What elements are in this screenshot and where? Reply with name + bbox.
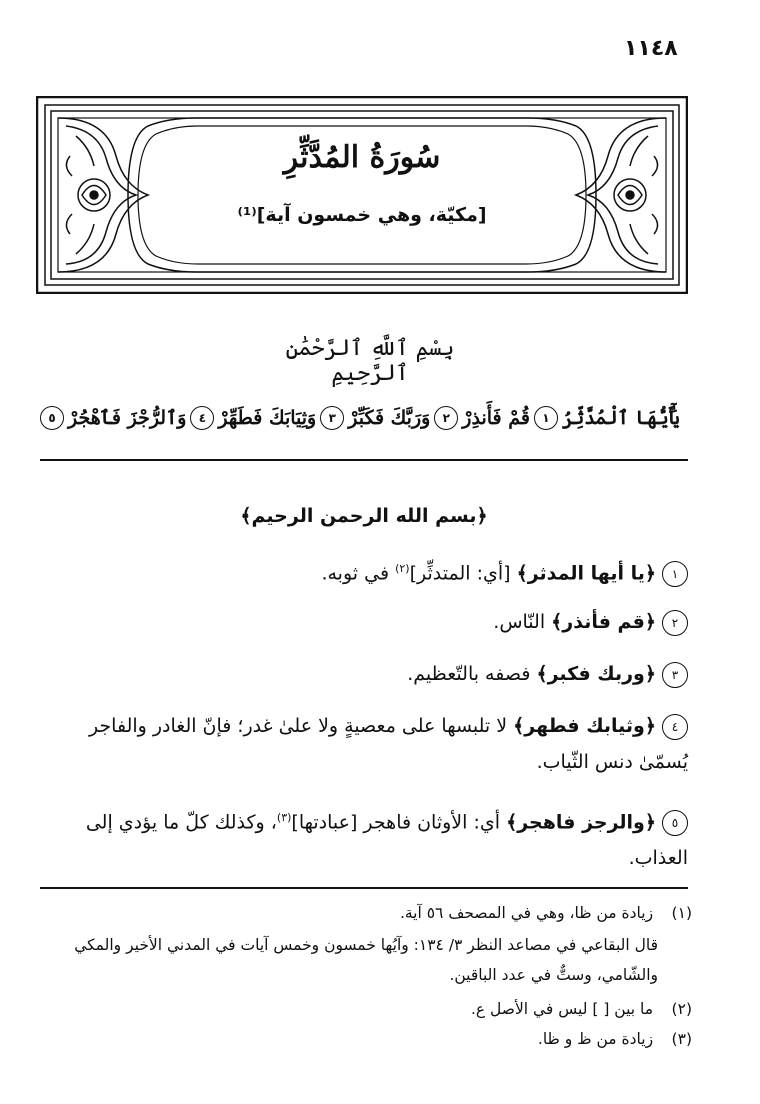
right-ornament-icon xyxy=(576,118,666,272)
tafsir-verse-3: ٣﴿وربك فكبر﴾ فصفه بالتّعظيم. xyxy=(40,656,688,692)
tafsir-verse-5: ٥﴿والرجز فاهجر﴾ أي: الأوثان فاهجر [عبادتها]$^{(٣)}$، وكذلك كلّ ما يؤدي إلى العذاب. xyxy=(85,811,688,870)
quran-basmala: بِسْمِ ٱللَّهِ ٱلرَّحْمَٰنِ ٱلرَّحِيمِ xyxy=(285,336,455,386)
verse-number: ١ xyxy=(662,561,688,587)
verse-marker: ١ xyxy=(534,406,558,430)
sura-info: [مكيّة، وهي خمسون آية]⁽¹⁾ xyxy=(237,204,487,226)
verse-text: وَٱلرُّجْزَ فَٱهْجُرْ xyxy=(68,407,187,429)
quran-verses-line xyxy=(40,398,688,438)
verse-marker: ٢ xyxy=(434,406,458,430)
section-divider xyxy=(40,459,688,461)
verse-marker: ٥ xyxy=(40,406,64,430)
verse-number: ٢ xyxy=(662,610,688,636)
tafsir-verse-2: ٢﴿قم فأنذر﴾ النّاس. xyxy=(40,604,688,640)
sura-header-frame xyxy=(36,96,688,294)
verse-text: يَٰٓأَيُّهَا ٱلْمُدَّثِّرُ xyxy=(561,407,680,429)
footnote: (١) زيادة من ظا، وهي في المصحف ٥٦ آية. xyxy=(399,904,692,922)
tafsir-verse-4: ٤﴿وثيابك فطهر﴾ لا تلبسها على معصيةٍ ولا علىٰ غدر؛ فإنّ الغادر والفاجر يُسمّىٰ دنس الثّياب. xyxy=(88,715,688,773)
page-number: ١١٤٨ xyxy=(624,36,678,61)
verse-marker: ٣ xyxy=(320,406,344,430)
verse-text: وَرَبَّكَ فَكَبِّرْ xyxy=(348,407,431,429)
verse-number: ٥ xyxy=(662,810,688,836)
tafsir-basmala: ﴿بسم الله الرحمن الرحيم﴾ xyxy=(240,505,488,527)
left-ornament-icon xyxy=(58,118,148,272)
footnote: (٢) ما بين [ ] ليس في الأصل ع. xyxy=(470,1000,692,1018)
sura-title: سُورَةُ المُدَّثِّرِ xyxy=(283,140,441,175)
verse-text: وَثِيَابَكَ فَطَهِّرْ xyxy=(218,407,317,429)
tafsir-verse-1: ١﴿يا أيها المدثر﴾ [أي: المتدثِّر]$^{(٢)}$ في ثوبه. xyxy=(40,551,688,591)
footnote: قال البقاعي في مصاعد النظر ٣/ ١٣٤: وآيُها خمسون وخمس آيات في المدني الأخير والمكي والشّامي، وستٌّ في عدد الباقين. xyxy=(74,936,658,984)
verse-text: قُمْ فَأَنذِرْ xyxy=(462,407,530,429)
verse-number: ٤ xyxy=(662,714,688,740)
footnote-divider xyxy=(40,887,688,889)
verse-marker: ٤ xyxy=(190,406,214,430)
verse-number: ٣ xyxy=(662,662,688,688)
footnote: (٣) زيادة من ظ و ظا. xyxy=(537,1030,692,1048)
